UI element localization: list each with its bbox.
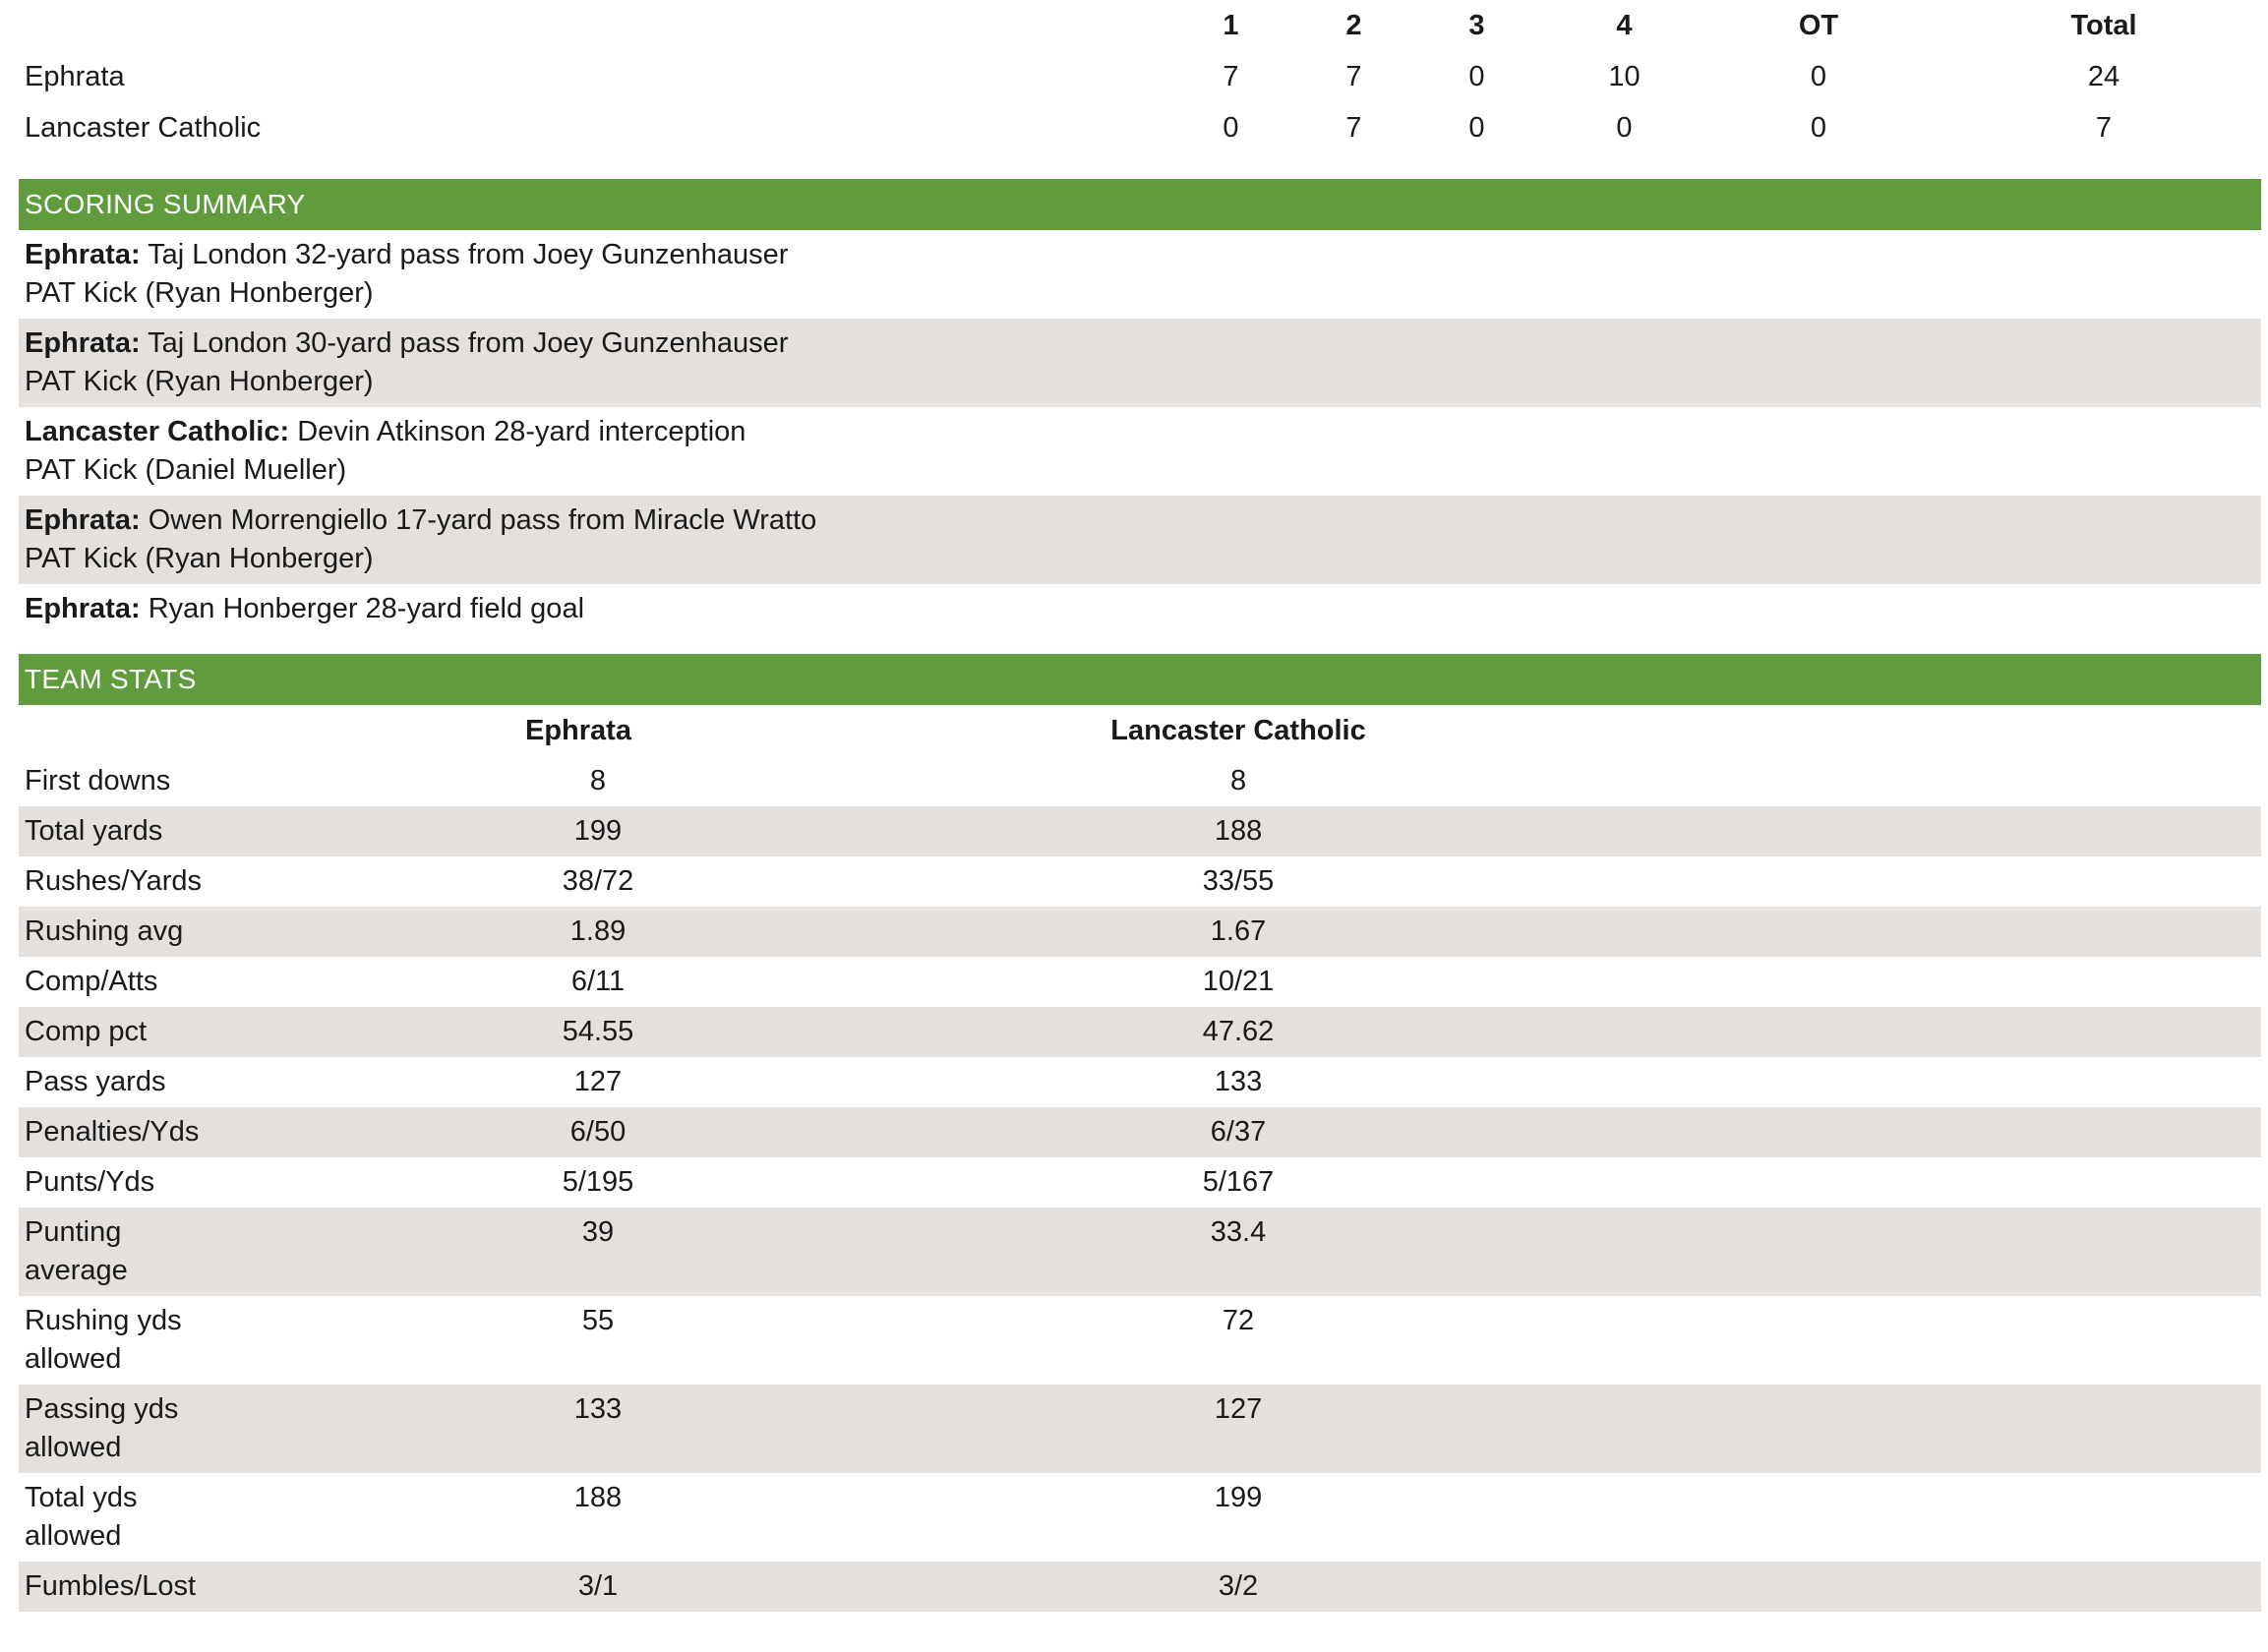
- line-score-table: [19, 0, 2268, 153]
- team-1-stat-text: 3/1: [577, 1570, 619, 1602]
- team-stats-header-row: [19, 705, 2261, 756]
- team-stat-row: [19, 1208, 2261, 1296]
- stat-row-spacer: [1573, 1208, 2261, 1296]
- team-stat-row: [19, 1562, 2261, 1612]
- scoring-play: [19, 230, 2261, 319]
- team-1-stat-text: 199: [573, 815, 623, 847]
- stat-label: Rushing avg: [19, 907, 235, 957]
- scoring-play-pat: PAT Kick (Ryan Honberger): [25, 277, 374, 309]
- team-stat-row: [19, 1385, 2261, 1473]
- total-header: Total: [2070, 10, 2137, 41]
- quarter-4-score: 10: [1608, 61, 1641, 92]
- quarter-2-score: 7: [1345, 112, 1362, 144]
- scoring-play: [19, 319, 2261, 407]
- team-1-stat-text: 55: [581, 1305, 615, 1336]
- line-score-team-header: [19, 0, 1169, 51]
- scoring-team-label: Ephrata:: [25, 504, 141, 536]
- box-score-page: [19, 0, 2261, 1612]
- team-2-stat-value: 72: [1222, 1305, 1255, 1336]
- scoring-play-pat: PAT Kick (Ryan Honberger): [25, 366, 374, 397]
- quarter-3-header: 3: [1468, 10, 1485, 41]
- team-1-stat-value: [235, 907, 904, 957]
- team-1-stat-value: [235, 957, 904, 1007]
- stat-label: Total yds allowed: [25, 1482, 138, 1552]
- team-2-stat-value: 1.67: [904, 907, 1573, 957]
- team-stat-row: [19, 756, 2261, 806]
- scoring-summary-header: SCORING SUMMARY: [19, 179, 2261, 230]
- line-score-header-row: [19, 0, 2268, 51]
- quarter-2-header: 2: [1345, 10, 1362, 41]
- line-score-team-name: Ephrata: [25, 61, 125, 92]
- team-2-stat-value: 188: [904, 806, 1573, 856]
- quarter-3-score: 0: [1468, 112, 1485, 144]
- team-2-stat-value: 47.62: [904, 1007, 1573, 1057]
- team-1-stat-value: [235, 806, 904, 856]
- team-stat-row: [19, 1057, 2261, 1107]
- team-1-stat-value: [235, 1007, 904, 1057]
- stat-row-spacer: [1573, 806, 2261, 856]
- team-1-stat-text: 6/50: [569, 1116, 627, 1148]
- stat-label: Fumbles/Lost: [19, 1562, 235, 1612]
- team-1-stat-text: 5/195: [562, 1166, 634, 1198]
- team-1-stat-value: [235, 1296, 904, 1385]
- stat-label: Comp pct: [19, 1007, 235, 1057]
- quarter-4-header: 4: [1616, 10, 1633, 41]
- stat-spacer-header: [1573, 705, 2261, 756]
- stat-row-spacer: [1573, 1007, 2261, 1057]
- stat-label: Punting average: [19, 1208, 235, 1296]
- team-1-stat-text: 6/11: [570, 966, 626, 997]
- team-1-stat-value: [235, 1473, 904, 1562]
- stat-label: Rushes/Yards: [25, 865, 202, 897]
- team-stat-row: [19, 806, 2261, 856]
- quarter-1-header: 1: [1223, 10, 1239, 41]
- stat-row-spacer: [1573, 1385, 2261, 1473]
- team-stat-row: [19, 1473, 2261, 1562]
- team-1-stat-value: [235, 1562, 904, 1612]
- team-1-stat-value: [235, 1157, 904, 1208]
- team-1-header: Ephrata: [525, 715, 631, 746]
- stat-label: Punts/Yds: [25, 1166, 155, 1198]
- scoring-play-line: [25, 236, 2255, 274]
- stat-label: Comp/Atts: [25, 966, 158, 997]
- team-stat-row: [19, 1007, 2261, 1057]
- team-1-stat-text: 8: [589, 765, 607, 796]
- team-2-stat-value: 199: [1214, 1482, 1263, 1513]
- line-score-row: [19, 102, 2268, 153]
- stat-row-spacer: [1573, 1157, 2261, 1208]
- team-1-stat-text: 38/72: [562, 865, 634, 897]
- stat-row-spacer: [1573, 1296, 2261, 1385]
- scoring-play-pat: PAT Kick (Ryan Honberger): [25, 543, 374, 574]
- team-1-stat-text: 1.89: [569, 915, 627, 947]
- team-2-stat-value: 6/37: [904, 1107, 1573, 1157]
- stat-row-spacer: [1573, 1473, 2261, 1562]
- team-1-stat-text: 54.55: [562, 1016, 634, 1047]
- team-stat-row: [19, 907, 2261, 957]
- team-2-stat-value: 127: [904, 1385, 1573, 1473]
- team-stat-row: [19, 1107, 2261, 1157]
- scoring-play-line: [25, 413, 2255, 451]
- scoring-play: [19, 407, 2261, 496]
- team-2-stat-value: 33/55: [1202, 865, 1275, 897]
- scoring-summary-list: [19, 230, 2261, 634]
- scoring-team-label: Ephrata:: [25, 593, 141, 624]
- stat-label: Total yards: [19, 806, 235, 856]
- scoring-play-line: [25, 590, 2255, 628]
- overtime-score: 0: [1810, 61, 1827, 92]
- team-2-stat-value: 10/21: [1202, 966, 1275, 997]
- total-score: 24: [2087, 61, 2120, 92]
- scoring-play: [19, 496, 2261, 584]
- stat-label-header: [19, 705, 235, 756]
- stat-row-spacer: [1573, 856, 2261, 907]
- stat-row-spacer: [1573, 1562, 2261, 1612]
- scoring-play-description: Taj London 32-yard pass from Joey Gunzenhauser: [140, 239, 789, 270]
- team-1-stat-text: 188: [573, 1482, 623, 1513]
- scoring-play-description: Devin Atkinson 28-yard interception: [289, 416, 746, 447]
- stat-row-spacer: [1573, 907, 2261, 957]
- scoring-team-label: Lancaster Catholic:: [25, 416, 290, 447]
- team-1-stat-value: [235, 756, 904, 806]
- scoring-play: [19, 584, 2261, 634]
- stat-row-spacer: [1573, 756, 2261, 806]
- section-spacer: [19, 153, 2261, 179]
- stat-label: Pass yards: [25, 1066, 166, 1097]
- overtime-header: OT: [1798, 10, 1839, 41]
- team-2-stat-value: 8: [1229, 765, 1247, 796]
- team-stat-row: [19, 856, 2261, 907]
- team-1-stat-text: 133: [573, 1393, 623, 1425]
- team-1-stat-text: 39: [581, 1216, 615, 1248]
- team-stats-header: TEAM STATS: [19, 654, 2261, 705]
- scoring-play-pat: PAT Kick (Daniel Mueller): [25, 454, 347, 486]
- scoring-team-label: Ephrata:: [25, 327, 141, 359]
- scoring-play-description: Ryan Honberger 28-yard field goal: [140, 593, 585, 624]
- stat-label: Rushing yds allowed: [25, 1305, 182, 1375]
- team-stats-body: [19, 756, 2261, 1612]
- team-stat-row: [19, 1296, 2261, 1385]
- team-2-stat-value: 33.4: [904, 1208, 1573, 1296]
- quarter-1-score: 0: [1223, 112, 1239, 144]
- team-1-stat-value: [235, 1107, 904, 1157]
- team-stat-row: [19, 1157, 2261, 1208]
- team-1-stat-text: 127: [573, 1066, 623, 1097]
- team-stats-table: [19, 705, 2261, 1612]
- total-score: 7: [2095, 112, 2113, 144]
- line-score-row: [19, 51, 2268, 102]
- scoring-play-line: [25, 502, 2255, 540]
- team-stat-row: [19, 957, 2261, 1007]
- team-1-stat-value: [235, 1057, 904, 1107]
- team-2-stat-value: 5/167: [1202, 1166, 1275, 1198]
- line-score-team-name: Lancaster Catholic: [25, 112, 262, 144]
- stat-label: First downs: [25, 765, 171, 796]
- section-spacer: [19, 634, 2261, 654]
- quarter-2-score: 7: [1345, 61, 1362, 92]
- stat-label: Penalties/Yds: [19, 1107, 235, 1157]
- quarter-4-score: 0: [1616, 112, 1633, 144]
- quarter-3-score: 0: [1468, 61, 1485, 92]
- team-2-stat-value: 133: [1214, 1066, 1263, 1097]
- scoring-play-line: [25, 324, 2255, 363]
- stat-label: Passing yds allowed: [19, 1385, 235, 1473]
- team-1-stat-value: [235, 1208, 904, 1296]
- scoring-team-label: Ephrata:: [25, 239, 141, 270]
- stat-row-spacer: [1573, 957, 2261, 1007]
- stat-row-spacer: [1573, 1057, 2261, 1107]
- scoring-play-description: Owen Morrengiello 17-yard pass from Miracle Wratto: [140, 504, 817, 536]
- scoring-play-description: Taj London 30-yard pass from Joey Gunzenhauser: [140, 327, 789, 359]
- stat-row-spacer: [1573, 1107, 2261, 1157]
- team-1-stat-value: [235, 856, 904, 907]
- team-2-stat-value: 3/2: [904, 1562, 1573, 1612]
- quarter-1-score: 7: [1223, 61, 1239, 92]
- overtime-score: 0: [1810, 112, 1827, 144]
- team-1-stat-value: [235, 1385, 904, 1473]
- team-2-header: Lancaster Catholic: [1110, 715, 1366, 746]
